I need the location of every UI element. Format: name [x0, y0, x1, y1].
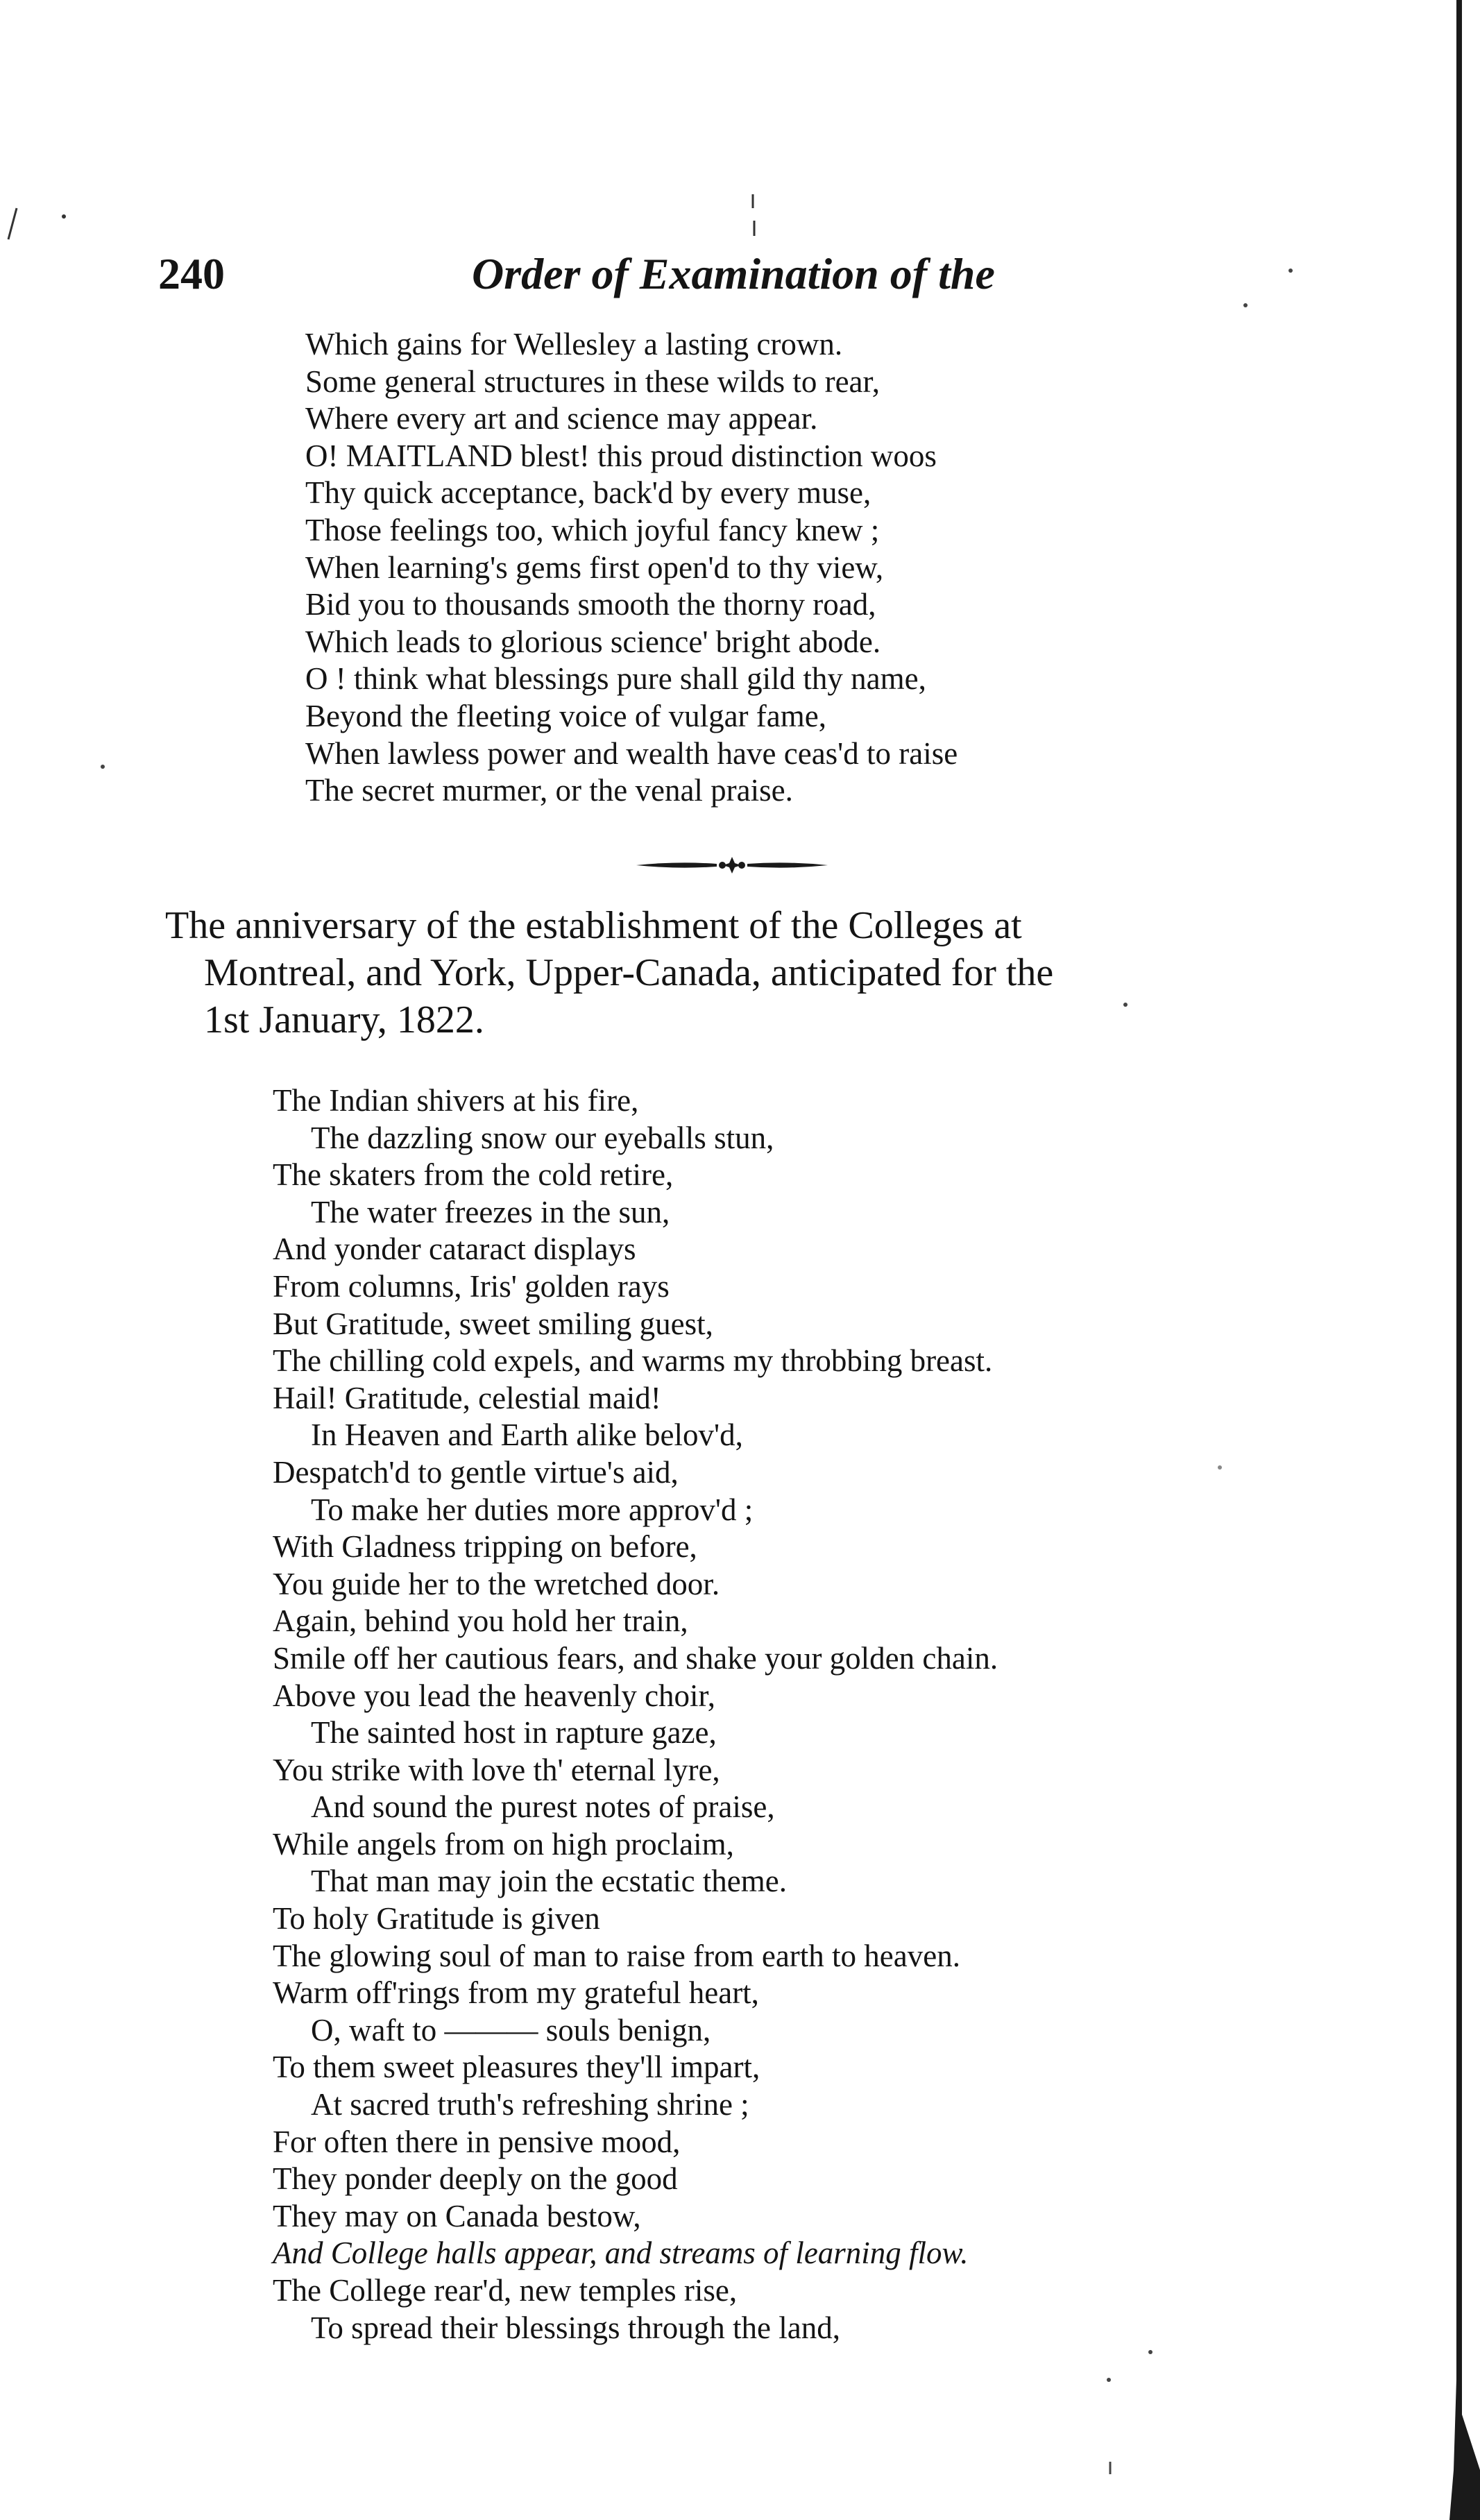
margin-speck	[1288, 269, 1293, 273]
poem-line: To them sweet pleasures they'll impart,	[273, 2050, 760, 2085]
poem-line: O! MAITLAND blest! this proud distinction woos	[305, 438, 937, 473]
poem-line: While angels from on high proclaim,	[273, 1826, 734, 1862]
poem-line: That man may join the ecstatic theme.	[311, 1864, 788, 1899]
poem-line: O ! think what blessings pure shall gild thy name,	[305, 661, 926, 697]
margin-speck	[62, 214, 66, 219]
margin-speck	[1107, 2378, 1111, 2382]
poem-line: When lawless power and wealth have ceas'd to raise	[305, 735, 958, 771]
poem-line: O, waft to ——— souls benign,	[311, 2012, 711, 2047]
section-divider-ornament	[635, 855, 829, 876]
poem-line: They may on Canada bestow,	[273, 2198, 641, 2233]
poem-line: Which leads to glorious science' bright abode.	[305, 624, 881, 659]
poem-line: The sainted host in rapture gaze,	[311, 1715, 717, 1751]
poem-line: When learning's gems first open'd to thy view,	[305, 550, 884, 585]
poem-line: From columns, Iris' golden rays	[273, 1268, 670, 1304]
poem-line: Those feelings too, which joyful fancy knew ;	[305, 512, 880, 547]
poem-line: The water freezes in the sun,	[311, 1194, 670, 1229]
poem-title-line: 1st January, 1822.	[204, 998, 484, 1041]
poem-title-line: Montreal, and York, Upper-Canada, anticipated for the	[204, 951, 1054, 994]
poem-line: With Gladness tripping on before,	[273, 1529, 697, 1565]
page-header	[153, 236, 1055, 312]
margin-speck	[1148, 2350, 1152, 2354]
poem-line: The College rear'd, new temples rise,	[273, 2273, 738, 2308]
poem-line: Thy quick acceptance, back'd by every muse,	[305, 475, 871, 511]
poem-line: But Gratitude, sweet smiling guest,	[273, 1306, 713, 1341]
poem-line: The dazzling snow our eyeballs stun,	[311, 1120, 774, 1155]
poem-line: Which gains for Wellesley a lasting crown.	[305, 327, 843, 361]
poem-line: The glowing soul of man to raise from earth to heaven.	[273, 1938, 960, 1973]
poem-line: Above you lead the heavenly choir,	[273, 1678, 715, 1713]
poem-continuation	[305, 326, 958, 810]
poem-line: They ponder deeply on the good	[273, 2161, 678, 2197]
poem-title	[165, 902, 1310, 1044]
poem-line: Some general structures in these wilds to rear,	[305, 364, 880, 399]
page-number: 240	[158, 249, 225, 298]
margin-speck	[1218, 1465, 1222, 1470]
poem-line: The secret murmer, or the venal praise.	[305, 773, 793, 808]
poem-line: To make her duties more approv'd ;	[311, 1492, 754, 1527]
poem-line: Again, behind you hold her train,	[273, 1603, 688, 1639]
poem-line: At sacred truth's refreshing shrine ;	[311, 2087, 749, 2122]
poem-line: Beyond the fleeting voice of vulgar fame,	[305, 698, 826, 733]
poem-line: Hail! Gratitude, celestial maid!	[273, 1380, 661, 1415]
poem-line: Where every art and science may appear.	[305, 401, 818, 436]
poem-title-line: The anniversary of the establishment of the Colleges at	[165, 904, 1022, 947]
margin-speck	[1243, 303, 1248, 307]
poem-line: The skaters from the cold retire,	[273, 1157, 674, 1193]
poem-line: To spread their blessings through the land,	[311, 2310, 840, 2345]
margin-mark	[8, 208, 17, 239]
poem-line: You guide her to the wretched door.	[273, 1566, 720, 1601]
poem-line: In Heaven and Earth alike belov'd,	[311, 1418, 743, 1453]
poem-line: The Indian shivers at his fire,	[273, 1083, 639, 1118]
poem-line: The chilling cold expels, and warms my throbbing breast.	[273, 1343, 993, 1379]
margin-speck	[101, 765, 105, 769]
book-spine-shadow	[1449, 0, 1480, 2520]
running-head: Order of Examination of the	[472, 249, 995, 298]
poem-line: Warm off'rings from my grateful heart,	[273, 1975, 759, 2011]
poem-line: You strike with love th' eternal lyre,	[273, 1752, 720, 1787]
poem-line: Despatch'd to gentle virtue's aid,	[273, 1454, 679, 1490]
poem-line: And College halls appear, and streams of learning flow.	[273, 2236, 969, 2271]
poem-line: And yonder cataract displays	[273, 1232, 636, 1267]
anniversary-poem	[273, 1082, 998, 2347]
poem-line: To holy Gratitude is given	[273, 1901, 600, 1936]
poem-line: Bid you to thousands smooth the thorny road,	[305, 587, 876, 622]
poem-line: And sound the purest notes of praise,	[311, 1789, 775, 1825]
poem-line: For often there in pensive mood,	[273, 2124, 681, 2159]
poem-line: Smile off her cautious fears, and shake your golden chain.	[273, 1640, 998, 1676]
